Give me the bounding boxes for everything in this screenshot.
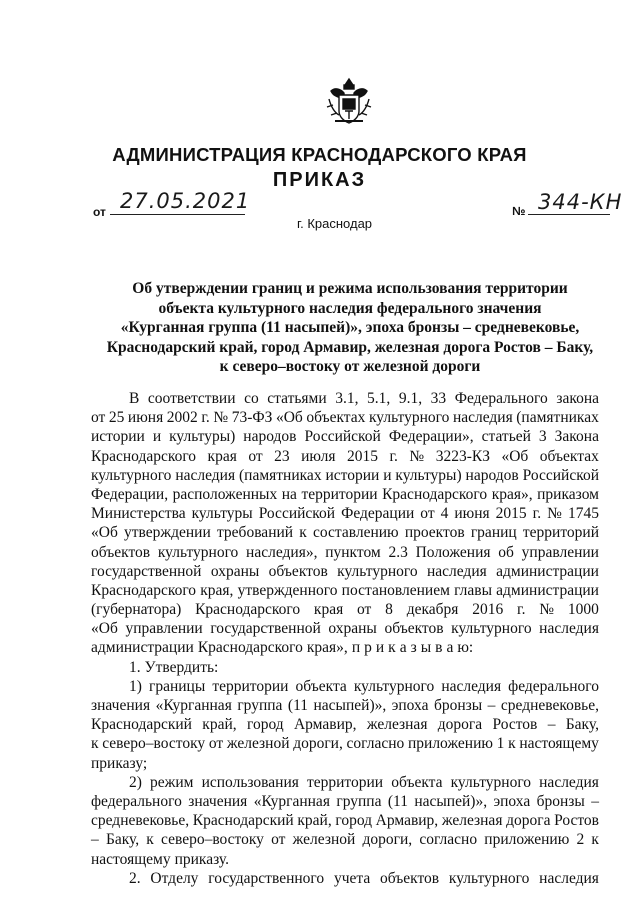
word: территории [301,485,378,503]
word: наследия [441,677,502,695]
title-line: «Курганная группа (11 насыпей)», эпоха бронзы – средневековье, [120,319,580,337]
word: постановлением [341,581,450,599]
body-line [91,523,599,542]
word: № [213,409,229,427]
word: Баку, [565,716,599,734]
word: и [375,639,385,657]
word: использования [201,773,299,791]
word: приказом [537,485,599,503]
title-line: объекта культурного наследия федерального значения [158,299,542,317]
word: Федерации, [91,485,169,503]
body-line [91,600,599,619]
word: администрации [496,562,599,580]
body-line [91,792,599,811]
word: федерального [91,792,182,810]
word: 3223-КЗ [435,447,490,465]
word: соответствии [147,390,236,407]
word: г. [532,505,542,523]
word: Краснодарский [91,716,192,734]
number-value: 344-КН [538,190,623,214]
word: территорий [522,524,599,542]
word: 1 [496,735,505,753]
word: приказу; [91,754,148,772]
word: к [388,639,396,657]
word: июля [301,447,336,465]
word: средневековье, [91,812,190,830]
word: Российской [258,505,336,523]
word: наследия [452,409,513,427]
word: культуры) [169,428,236,446]
title-line: к северо–востоку от железной дороги [219,358,481,376]
date-value: 27.05.2021 [120,189,251,213]
body-line [91,466,599,485]
word: ю: [457,639,474,657]
word: железной [226,735,290,753]
word: государственной [91,562,202,580]
word: дорога [506,812,551,830]
word: 25 [108,409,125,427]
word: (памятниках [516,409,599,427]
word: край, [202,716,237,734]
word: наследия [175,466,236,484]
word: Российской [522,466,599,484]
word: насыпей)», [313,697,387,714]
word: к [146,831,154,849]
body-line [91,850,599,869]
word: наследия [426,562,487,580]
body-line [91,408,599,427]
word: границ [470,524,517,542]
word: Федерации», [388,428,474,446]
word: Краснодарского [382,485,488,503]
body-line [91,389,599,408]
body-line [91,619,599,638]
word: культурного [451,620,532,638]
city-name: г. Краснодар [296,216,373,231]
word: – [591,792,599,810]
word: настоящему [91,850,171,868]
word: объектах [539,447,599,465]
word: Министерства [91,505,186,523]
word: железная [366,716,428,734]
word: г. [517,601,526,619]
word: № [409,447,425,465]
word: «Об [91,524,118,542]
word: «Курганная [155,697,232,714]
word: № [539,601,555,619]
word: – [91,831,99,849]
word: края [207,447,237,465]
word: в [435,639,443,657]
word: приложению [484,831,570,849]
word: объектах [306,409,366,427]
word: 2. [129,869,141,887]
word: наследия [539,773,599,791]
word: «Курганная [253,792,330,810]
word: северо–востоку [102,735,206,753]
word: управлении [521,543,599,561]
word: «Об [501,447,529,465]
word: Российской [304,428,381,446]
word: истории [325,466,380,484]
word: «Об [275,409,303,427]
word: июня [454,505,490,523]
word: культурного [448,869,530,887]
word: северо–востоку [161,831,264,849]
word: согласно [419,831,478,849]
word: (губернатора) [91,601,182,619]
word: 5.1, [367,390,391,407]
word: статьей [481,428,531,446]
word: бронзы [433,697,483,714]
word: края», [306,639,348,657]
word: значения [188,792,248,810]
word: со [244,390,259,407]
word: объекта [391,773,443,791]
word: истории [91,428,145,446]
word: составлению [312,524,399,542]
word: утверждении [124,524,211,542]
word: дороги, [293,735,343,753]
word: Отделу [150,869,199,887]
word: от [91,409,106,427]
word: 23 [274,447,290,465]
word: объектов [380,869,440,887]
word: управлении [125,620,203,638]
word: Краснодарского [195,601,301,619]
word: «Об [91,620,118,638]
word: железной [292,831,356,849]
word: территории [306,773,384,791]
word: культурного [353,677,435,695]
word: Армавир, [293,716,357,734]
word: город [335,812,373,830]
word: (11 [387,792,408,810]
word: эпоха [493,792,531,810]
word: дорога [437,716,483,734]
body-line [91,869,599,888]
word: статьями [267,390,327,407]
word: культуры) [395,466,462,484]
word: бронзы [536,792,585,810]
word: от [420,505,435,523]
word: культуры [191,505,253,523]
body-line [91,773,599,792]
body-line [91,427,599,446]
number-underline [528,214,610,215]
word: закона [556,390,599,407]
body-line [91,504,599,523]
word: дороги, [362,831,413,849]
word: культурного [157,543,239,561]
word: г. [201,409,210,427]
word: федерального [508,677,599,695]
body-line [91,485,599,504]
word: г. [389,447,398,465]
word: культурного [450,773,532,791]
word: 1) [129,677,142,695]
word: (памятниках [239,466,322,484]
word: Армавир, [375,812,439,830]
body-line [91,447,599,466]
word: объектов [268,562,328,580]
word: Краснодарского [197,639,303,657]
word: объекта [295,677,347,695]
word: 73-ФЗ [231,409,273,427]
word: администрации [91,639,194,657]
word: культурного [368,409,450,427]
word: охраны [328,620,377,638]
body-line [91,581,599,600]
word: учета [333,869,371,887]
body-line [91,734,599,753]
word: Положения [415,543,491,561]
document-body [91,389,599,888]
word: 1000 [567,601,599,619]
word: 2015 [346,447,378,465]
word: 2) [129,773,142,791]
word: Ростов [492,716,538,734]
word: Ростов [554,812,599,830]
word: наследия», [246,543,318,561]
word: расположенных [172,485,278,503]
word: охраны [210,562,260,580]
word: группа [237,697,283,714]
word: Краснодарского [91,447,197,465]
word: 2.3 [388,543,408,561]
word: 4 [440,505,449,523]
word: от [357,601,372,619]
word: з [410,639,417,657]
word: 2016 [472,601,504,619]
word: администрации [496,581,599,599]
word: наследия [539,869,599,887]
word: государственного [208,869,325,887]
word: государственной [210,620,321,638]
word: приказу. [174,850,229,868]
word: к [591,831,599,849]
word: Федерального [454,390,548,407]
coat-of-arms-icon [325,77,373,127]
word: а [399,639,407,657]
word: город [246,716,284,734]
body-line [91,830,599,849]
word: и [383,466,392,484]
word: края», [491,485,533,503]
document-type: ПРИКАЗ [272,169,367,191]
word: от [248,447,263,465]
word: к [508,735,516,753]
word: Закона [554,428,599,446]
word: 2015 [495,505,527,523]
word: приложению [407,735,493,753]
body-line [91,677,599,696]
word: средневековье, [500,697,599,714]
body-line [91,811,599,830]
word: 2002 [166,409,198,427]
word: 3 [538,428,547,446]
word: Федерации [341,505,415,523]
word: наследия [539,620,599,638]
word: В [129,390,140,407]
word: края [313,601,344,619]
word: культурного [337,562,418,580]
body-line [91,696,599,715]
word: к [299,524,307,542]
body-line [91,658,599,677]
word: значения [91,697,151,714]
word: к [91,735,99,753]
word: главы [454,581,492,599]
word: ы [420,639,432,657]
title-line: Об утверждении границ и режима использования территории [132,280,568,297]
body-line [91,638,599,657]
word: настоящему [519,735,599,753]
word: края, [200,581,234,599]
word: насыпей)», [414,792,488,810]
body-line [91,562,599,581]
word: край, [297,812,332,830]
word: 2 [576,831,585,849]
word: 1745 [567,505,599,523]
word: 33 [430,390,447,407]
word: 1. [129,658,141,676]
word: Утвердить: [144,658,219,676]
word: требований [216,524,294,542]
document-title [100,279,600,377]
word: пунктом [325,543,381,561]
word: проектов [404,524,465,542]
word: народов [465,466,519,484]
word: территории [212,677,289,695]
word: и [152,428,162,446]
word: объектов [91,543,151,561]
number-label: № [512,204,526,218]
word: р [364,639,372,657]
word: группа [336,792,382,810]
word: декабря [406,601,459,619]
organization-name: АДМИНИСТРАЦИЯ КРАСНОДАРСКОГО КРАЯ [112,144,527,165]
word: культурного [91,466,172,484]
body-line [91,754,599,773]
word: от [208,735,224,753]
word: 8 [385,601,393,619]
word: 3.1, [335,390,359,407]
body-line [91,543,599,562]
word: железная [441,812,503,830]
word: п [351,639,361,657]
word: эпоха [391,697,429,714]
word: на [281,485,297,503]
word: Краснодарского [91,581,197,599]
word: – [547,716,556,734]
word: согласно [346,735,405,753]
word: – [487,697,496,714]
word: режим [150,773,194,791]
word: от [271,831,286,849]
date-label: от [93,205,106,219]
word: народов [243,428,297,446]
body-line [91,715,599,734]
word: а [446,639,454,657]
word: Баку, [105,831,140,849]
date-underline [110,214,245,215]
word: объектов [384,620,444,638]
word: июня [127,409,164,427]
word: (11 [287,697,309,714]
word: 9.1, [398,390,423,407]
word: утвержденного [237,581,338,599]
word: Краснодарский [192,812,294,830]
word: об [498,543,514,561]
title-line: Краснодарский край, город Армавир, железная дорога Ростов – Баку, [106,338,594,356]
word: границы [148,677,206,695]
word: № [547,505,562,523]
